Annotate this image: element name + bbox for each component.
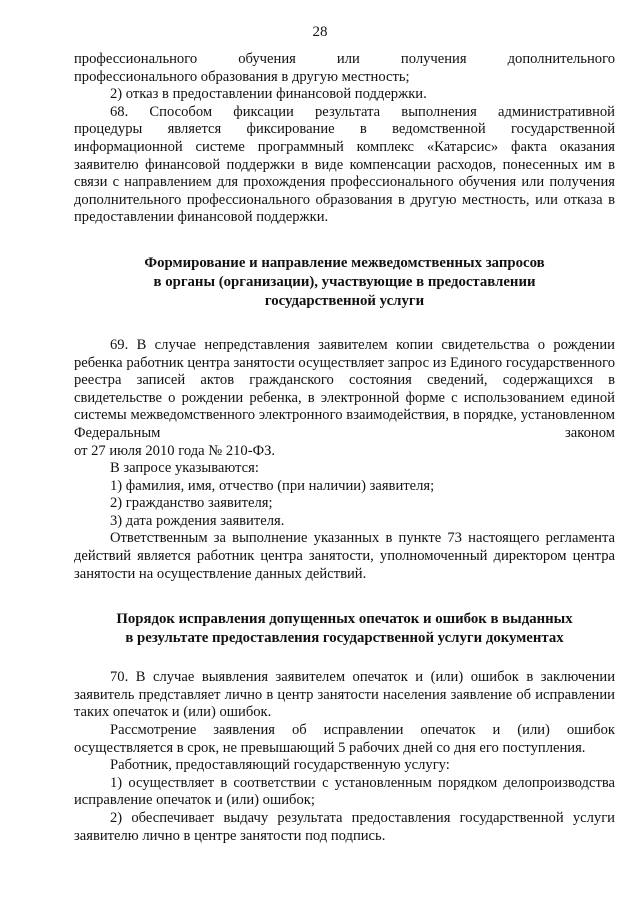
paragraph-continuation-line: профессионального обучения или получения дополнительного [74, 51, 615, 67]
responsible-paragraph: Ответственным за выполнение указанных в пункте 73 настоящего регламента действий является работник центра занятости, уполномоченный директором центра занятости на осуществление данных действий. [74, 530, 615, 582]
section-heading-corrections-line1: Порядок исправления допущенных опечаток и ошибок в выданных [116, 611, 573, 628]
query-item-1: 1) фамилия, имя, отчество (при наличии) заявителя; [110, 477, 435, 494]
section-heading-interagency-line3: государственной услуги [264, 292, 425, 309]
section-heading-interagency-line2: в органы (организации), участвующие в предоставлении [153, 273, 536, 290]
paragraph-continuation-end: профессионального образования в другую местность; [74, 68, 410, 85]
query-item-3: 3) дата рождения заявителя. [110, 512, 285, 529]
query-item-2: 2) гражданство заявителя; [110, 495, 273, 512]
review-paragraph: Рассмотрение заявления об исправлении опечаток и (или) ошибок осуществляется в срок, не превышающий 5 рабочих дней со дня его поступления. [74, 722, 615, 756]
list-item-refusal: 2) отказ в предоставлении финансовой поддержки. [110, 86, 427, 103]
paragraph-68-first-line: 68. Способом фиксации результата выполнения административной [110, 103, 615, 120]
section-heading-interagency-line1: Формирование и направление межведомственных запросов [144, 254, 545, 271]
page-number: 28 [312, 24, 328, 40]
worker-paragraph: Работник, предоставляющий государственную услугу: [110, 757, 450, 774]
section-heading-corrections-line2: в результате предоставления государственной услуги документах [125, 630, 564, 647]
worker-item-1: 1) осуществляет в соответствии с установленным порядком делопроизводства исправление опечаток и (или) ошибок; [74, 774, 615, 809]
paragraph-69-body: 69. В случае непредставления заявителем копии свидетельства о рождении ребенка работник центра занятости осуществляет запрос из Единого государственного реестра записей актов гражданского состояния сведений, содержащихся в свидетельстве о рождении ребенка, в электронной форме с использованием единой системы межведомственного электронного взаимодействия, в порядке, установленном Федеральным законом [74, 336, 615, 441]
worker-item-2: 2) обеспечивает выдачу результата предоставления государственной услуги заявителю лично в центре занятости под подпись. [74, 810, 615, 844]
paragraph-69-end: от 27 июля 2010 года № 210-ФЗ. [74, 442, 276, 459]
query-intro: В запросе указываются: [110, 460, 259, 477]
paragraph-70-body: 70. В случае выявления заявителем опечаток и (или) ошибок в заключении заявитель представляет лично в центр занятости населения заявление об исправлении таких опечаток и (или) ошибок. [74, 669, 615, 721]
page-content [74, 51, 615, 845]
paragraph-68-body: процедуры является фиксирование в ведомственной государственной информационной системе программный комплекс «Катарсис» факта оказания заявителю финансовой поддержки в виде компенсации расходов, понесенных им в связи с направлением для прохождения профессионального обучения или получения дополнительного профессионального образования в другую местность, или отказа в предоставлении финансовой поддержки. [74, 121, 615, 226]
